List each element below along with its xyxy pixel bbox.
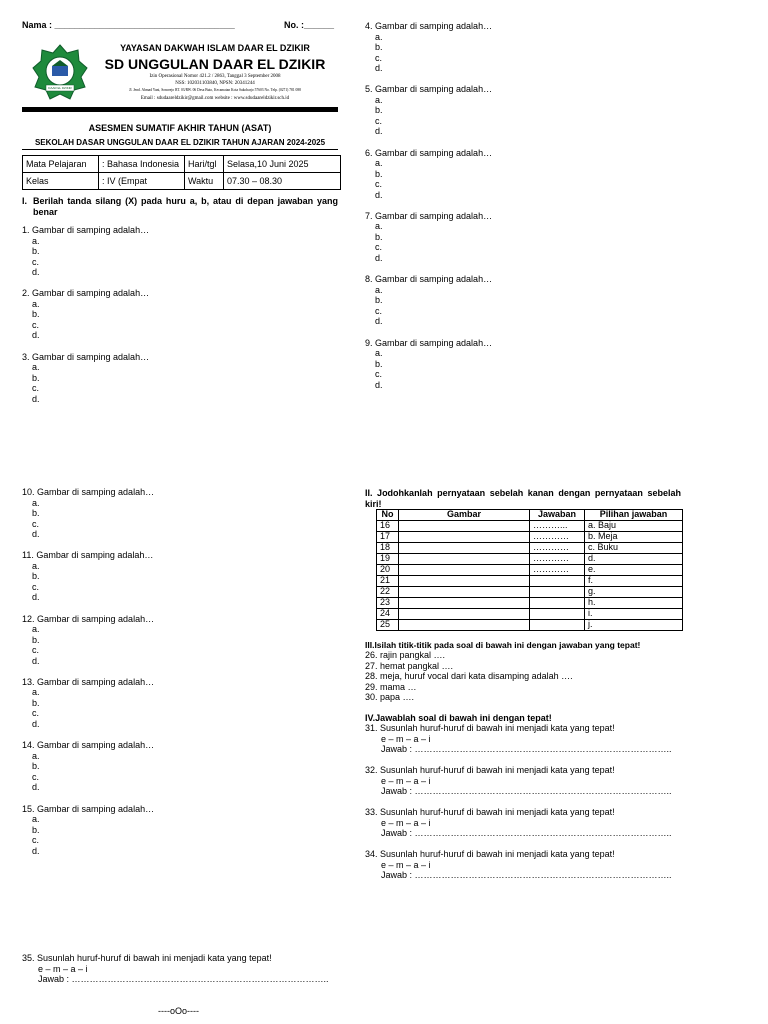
question-text: 13. Gambar di samping adalah… bbox=[22, 676, 155, 687]
matching-cell bbox=[399, 587, 530, 598]
question-item bbox=[22, 352, 149, 405]
question-text: 35. Susunlah huruf-huruf di bawah ini menjadi kata yang tepat! bbox=[22, 953, 272, 963]
header-cell: Jawaban bbox=[530, 510, 585, 521]
letters-text: e – m – a – i bbox=[381, 859, 431, 870]
matching-row bbox=[377, 521, 683, 532]
question-text: 11. Gambar di samping adalah… bbox=[22, 550, 154, 561]
letters-text: e – m – a – i bbox=[381, 733, 431, 744]
matching-cell[interactable] bbox=[530, 620, 585, 631]
answer-option[interactable]: a. bbox=[32, 235, 40, 246]
answer-option[interactable]: b. bbox=[32, 824, 40, 835]
header-cell: No bbox=[377, 510, 399, 521]
answer-option[interactable]: c. bbox=[375, 115, 383, 126]
info-cell: 07.30 – 08.30 bbox=[224, 173, 341, 190]
logo-text: DAAR EL DZIKIR bbox=[48, 86, 72, 90]
question-text: 31. Susunlah huruf-huruf di bawah ini menjadi kata yang tepat! bbox=[365, 723, 615, 733]
essay-item bbox=[365, 723, 672, 755]
answer-option[interactable]: b. bbox=[32, 697, 40, 708]
no-field: No. :______ bbox=[284, 20, 335, 30]
answer-option[interactable]: b. bbox=[32, 309, 40, 320]
matching-row bbox=[377, 532, 683, 543]
question-item bbox=[22, 288, 149, 341]
matching-cell[interactable] bbox=[530, 576, 585, 587]
matching-header-row bbox=[377, 510, 683, 521]
question-text: 9. Gambar di samping adalah… bbox=[365, 337, 493, 348]
matching-cell[interactable]: ………… bbox=[530, 532, 585, 543]
info-row bbox=[23, 173, 341, 190]
answer-option[interactable]: c. bbox=[32, 256, 40, 267]
matching-row bbox=[377, 565, 683, 576]
answer-option[interactable]: d. bbox=[32, 845, 40, 856]
matching-cell: 23 bbox=[377, 598, 399, 609]
matching-row bbox=[377, 543, 683, 554]
question-item bbox=[365, 84, 492, 137]
answer-option[interactable]: b. bbox=[375, 358, 383, 369]
answer-line: Jawab : ………………………………………………………………………….. bbox=[38, 974, 329, 984]
answer-option[interactable]: d. bbox=[375, 316, 383, 327]
letters-text: e – m – a – i bbox=[38, 963, 88, 974]
matching-cell: 24 bbox=[377, 609, 399, 620]
answer-option[interactable]: c. bbox=[375, 369, 383, 379]
matching-cell[interactable]: ………… bbox=[530, 543, 585, 554]
question-item bbox=[365, 211, 492, 264]
answer-option[interactable]: a. bbox=[375, 158, 383, 169]
question-text: 3. Gambar di samping adalah… bbox=[22, 351, 150, 362]
matching-cell bbox=[399, 543, 530, 554]
question-text: 14. Gambar di samping adalah… bbox=[22, 740, 155, 751]
answer-option[interactable]: b. bbox=[32, 571, 40, 582]
answer-option[interactable]: a. bbox=[375, 284, 383, 295]
answer-option[interactable]: d. bbox=[32, 267, 40, 277]
matching-cell: i. bbox=[585, 609, 683, 620]
answer-option[interactable]: c. bbox=[32, 383, 40, 394]
matching-cell[interactable] bbox=[530, 609, 585, 620]
question-item bbox=[22, 487, 154, 540]
matching-row bbox=[377, 598, 683, 609]
answer-option[interactable]: a. bbox=[32, 560, 40, 571]
info-cell: Kelas bbox=[23, 173, 99, 190]
answer-line: Jawab : ………………………………………………………………………….. bbox=[381, 744, 672, 754]
matching-cell: j. bbox=[585, 620, 683, 631]
answer-option[interactable]: c. bbox=[32, 319, 40, 330]
question-item bbox=[22, 740, 154, 793]
matching-cell[interactable]: ………... bbox=[530, 521, 585, 532]
answer-option[interactable]: c. bbox=[32, 835, 40, 845]
school-name: SD UNGGULAN DAAR EL DZIKIR bbox=[104, 56, 326, 72]
matching-cell: c. Buku bbox=[585, 543, 683, 554]
answer-option[interactable]: d. bbox=[375, 379, 383, 390]
answer-option[interactable]: a. bbox=[32, 624, 40, 635]
answer-option[interactable]: c. bbox=[32, 708, 40, 719]
answer-option[interactable]: b. bbox=[375, 42, 383, 52]
matching-cell bbox=[399, 576, 530, 587]
address-text: Jl. Jend. Ahmad Yani, Sonorejo RT. 03/RW. 06 Desa Buto, Kecamatan Kota Sukoharjo 57603 No. Telp. (0271) 781 088 bbox=[129, 88, 301, 92]
fill-in-item: 27. hemat pangkal …. bbox=[365, 660, 454, 671]
answer-option[interactable]: d. bbox=[32, 655, 40, 666]
answer-option[interactable]: d. bbox=[32, 393, 40, 404]
fill-in-item: 26. rajin pangkal …. bbox=[365, 650, 446, 660]
answer-option[interactable]: c. bbox=[375, 242, 383, 253]
matching-cell bbox=[399, 554, 530, 565]
letters-text: e – m – a – i bbox=[381, 775, 431, 786]
matching-cell: 22 bbox=[377, 587, 399, 598]
question-text: 2. Gambar di samping adalah… bbox=[22, 288, 150, 299]
matching-row bbox=[377, 587, 683, 598]
answer-option[interactable]: c. bbox=[375, 305, 383, 316]
answer-option[interactable]: a. bbox=[375, 221, 383, 232]
essay-item bbox=[365, 849, 672, 881]
answer-option[interactable]: a. bbox=[32, 362, 40, 373]
essay-item bbox=[365, 807, 672, 839]
matching-row bbox=[377, 554, 683, 565]
matching-cell bbox=[399, 609, 530, 620]
section1-instruction: Berilah tanda silang (X) pada huru a, b, atau di depan jawaban yang benar bbox=[33, 196, 338, 217]
header-rule bbox=[22, 107, 338, 112]
matching-cell[interactable]: ………… bbox=[530, 565, 585, 576]
question-item bbox=[22, 677, 154, 730]
matching-cell: a. Baju bbox=[585, 521, 683, 532]
answer-option[interactable]: d. bbox=[375, 63, 383, 73]
nama-field: Nama : ____________________________________ bbox=[22, 20, 235, 30]
section3-items bbox=[365, 650, 573, 703]
matching-cell: f. bbox=[585, 576, 683, 587]
question-item bbox=[365, 274, 492, 327]
matching-cell: 17 bbox=[377, 532, 399, 543]
question-text: 32. Susunlah huruf-huruf di bawah ini menjadi kata yang tepat! bbox=[365, 765, 615, 775]
question-text: 7. Gambar di samping adalah… bbox=[365, 210, 493, 221]
question-35 bbox=[22, 953, 329, 985]
matching-cell: d. bbox=[585, 554, 683, 565]
info-cell: Selasa,10 Juni 2025 bbox=[224, 156, 341, 173]
section3-title: III.Isilah titik-titik pada soal di bawah ini dengan jawaban yang tepat! bbox=[365, 640, 641, 650]
info-cell: : IV (Empat bbox=[99, 173, 185, 190]
answer-option[interactable]: c. bbox=[375, 179, 383, 190]
answer-line: Jawab : ………………………………………………………………………….. bbox=[381, 828, 672, 838]
matching-cell: b. Meja bbox=[585, 532, 683, 543]
permit-text: Izin Operasional Nomor 421.2 / 2863, Tanggal 3 September 2008 bbox=[149, 74, 281, 79]
matching-cell: h. bbox=[585, 598, 683, 609]
header-cell: Pilihan jawaban bbox=[585, 510, 683, 521]
matching-cell bbox=[399, 521, 530, 532]
question-text: 4. Gambar di samping adalah… bbox=[365, 21, 493, 31]
header-cell: Gambar bbox=[399, 510, 530, 521]
answer-line: Jawab : ………………………………………………………………………….. bbox=[381, 870, 672, 880]
contact-text: Email : sdudaareldzikir@gmail.com website : www.sdudaareldzikir.sch.id bbox=[140, 96, 290, 101]
answer-option[interactable]: a. bbox=[375, 31, 383, 42]
matching-cell bbox=[399, 532, 530, 543]
answer-option[interactable]: a. bbox=[32, 687, 40, 698]
section2-title: II. Jodohkanlah pernyataan sebelah kanan dengan pernyataan sebelah kiri! bbox=[365, 488, 681, 509]
info-cell: Mata Pelajaran bbox=[23, 156, 99, 173]
question-item bbox=[365, 21, 492, 74]
answer-option[interactable]: b. bbox=[375, 295, 383, 306]
school-logo bbox=[32, 44, 88, 100]
answer-option[interactable]: c. bbox=[32, 581, 40, 592]
matching-cell: e. bbox=[585, 565, 683, 576]
info-row bbox=[23, 156, 341, 173]
info-cell: : Bahasa Indonesia bbox=[99, 156, 185, 173]
matching-cell: 16 bbox=[377, 521, 399, 532]
answer-option[interactable]: c. bbox=[32, 645, 40, 656]
answer-option[interactable]: d. bbox=[32, 592, 40, 603]
fill-in-item: 29. mama … bbox=[365, 681, 417, 692]
answer-option[interactable]: b. bbox=[32, 508, 40, 518]
question-text: 6. Gambar di samping adalah… bbox=[365, 147, 493, 158]
title-rule bbox=[22, 149, 338, 150]
answer-option[interactable]: b. bbox=[375, 231, 383, 242]
answer-option[interactable]: d. bbox=[375, 252, 383, 263]
section4-title: IV.Jawablah soal di bawah ini dengan tepat! bbox=[365, 713, 552, 723]
answer-option[interactable]: b. bbox=[375, 168, 383, 179]
matching-cell[interactable] bbox=[530, 587, 585, 598]
question-text: 10. Gambar di samping adalah… bbox=[22, 487, 155, 497]
answer-option[interactable]: a. bbox=[375, 94, 383, 105]
matching-row bbox=[377, 620, 683, 631]
answer-option[interactable]: a. bbox=[32, 497, 40, 508]
matching-cell: 21 bbox=[377, 576, 399, 587]
answer-option[interactable]: c. bbox=[32, 518, 40, 529]
section1-number: I. bbox=[22, 196, 28, 206]
question-item bbox=[365, 338, 492, 391]
answer-option[interactable]: d. bbox=[32, 718, 40, 729]
question-text: 15. Gambar di samping adalah… bbox=[22, 803, 155, 814]
matching-cell[interactable] bbox=[530, 598, 585, 609]
question-text: 8. Gambar di samping adalah… bbox=[365, 274, 493, 285]
answer-option[interactable]: a. bbox=[375, 348, 383, 358]
matching-cell: g. bbox=[585, 587, 683, 598]
matching-row bbox=[377, 609, 683, 620]
answer-option[interactable]: d. bbox=[375, 126, 383, 137]
exam-subtitle: SEKOLAH DASAR UNGGULAN DAAR EL DZIKIR TAHUN AJARAN 2024-2025 bbox=[34, 138, 326, 147]
matching-table bbox=[376, 509, 683, 631]
answer-option[interactable]: a. bbox=[32, 298, 40, 309]
question-item bbox=[22, 614, 154, 667]
info-cell: Hari/tgl bbox=[185, 156, 224, 173]
question-item bbox=[22, 225, 149, 278]
answer-option[interactable]: b. bbox=[32, 634, 40, 645]
matching-cell: 20 bbox=[377, 565, 399, 576]
answer-option[interactable]: d. bbox=[32, 782, 40, 793]
foundation-name: YAYASAN DAKWAH ISLAM DAAR EL DZIKIR bbox=[120, 43, 310, 53]
exam-title: ASESMEN SUMATIF AKHIR TAHUN (ASAT) bbox=[88, 123, 272, 133]
answer-option[interactable]: c. bbox=[32, 771, 40, 782]
question-text: 5. Gambar di samping adalah… bbox=[365, 84, 493, 95]
question-text: 33. Susunlah huruf-huruf di bawah ini menjadi kata yang tepat! bbox=[365, 807, 615, 817]
answer-option[interactable]: b. bbox=[32, 246, 40, 256]
answer-option[interactable]: a. bbox=[32, 814, 40, 824]
question-item bbox=[22, 804, 154, 857]
question-item bbox=[365, 148, 492, 201]
answer-option[interactable]: b. bbox=[375, 105, 383, 116]
fill-in-item: 30. papa …. bbox=[365, 692, 415, 702]
question-text: 12. Gambar di samping adalah… bbox=[22, 613, 155, 624]
answer-option[interactable]: c. bbox=[375, 52, 383, 63]
question-item bbox=[22, 550, 153, 603]
question-text: 34. Susunlah huruf-huruf di bawah ini menjadi kata yang tepat! bbox=[365, 849, 615, 859]
footer-ornament: ----oOo---- bbox=[158, 1006, 199, 1016]
nss-text: NSS: 102031103840, NPSN: 20341244 bbox=[175, 81, 255, 86]
answer-option[interactable]: d. bbox=[32, 529, 40, 539]
matching-cell: 18 bbox=[377, 543, 399, 554]
matching-cell bbox=[399, 598, 530, 609]
matching-row bbox=[377, 576, 683, 587]
matching-cell: 25 bbox=[377, 620, 399, 631]
answer-option[interactable]: b. bbox=[32, 761, 40, 772]
fill-in-item: 28. meja, huruf vocal dari kata disamping adalah …. bbox=[365, 671, 573, 681]
answer-option[interactable]: a. bbox=[32, 750, 40, 761]
answer-option[interactable]: d. bbox=[375, 189, 383, 200]
matching-cell bbox=[399, 620, 530, 631]
answer-option[interactable]: b. bbox=[32, 372, 40, 383]
matching-cell bbox=[399, 565, 530, 576]
essay-item bbox=[365, 765, 672, 797]
answer-line: Jawab : ………………………………………………………………………….. bbox=[381, 786, 672, 796]
matching-cell[interactable]: ………… bbox=[530, 554, 585, 565]
letters-text: e – m – a – i bbox=[381, 817, 431, 828]
exam-info-table bbox=[22, 155, 341, 190]
answer-option[interactable]: d. bbox=[32, 330, 40, 341]
info-cell: Waktu bbox=[185, 173, 224, 190]
matching-cell: 19 bbox=[377, 554, 399, 565]
question-text: 1. Gambar di samping adalah… bbox=[22, 225, 150, 235]
